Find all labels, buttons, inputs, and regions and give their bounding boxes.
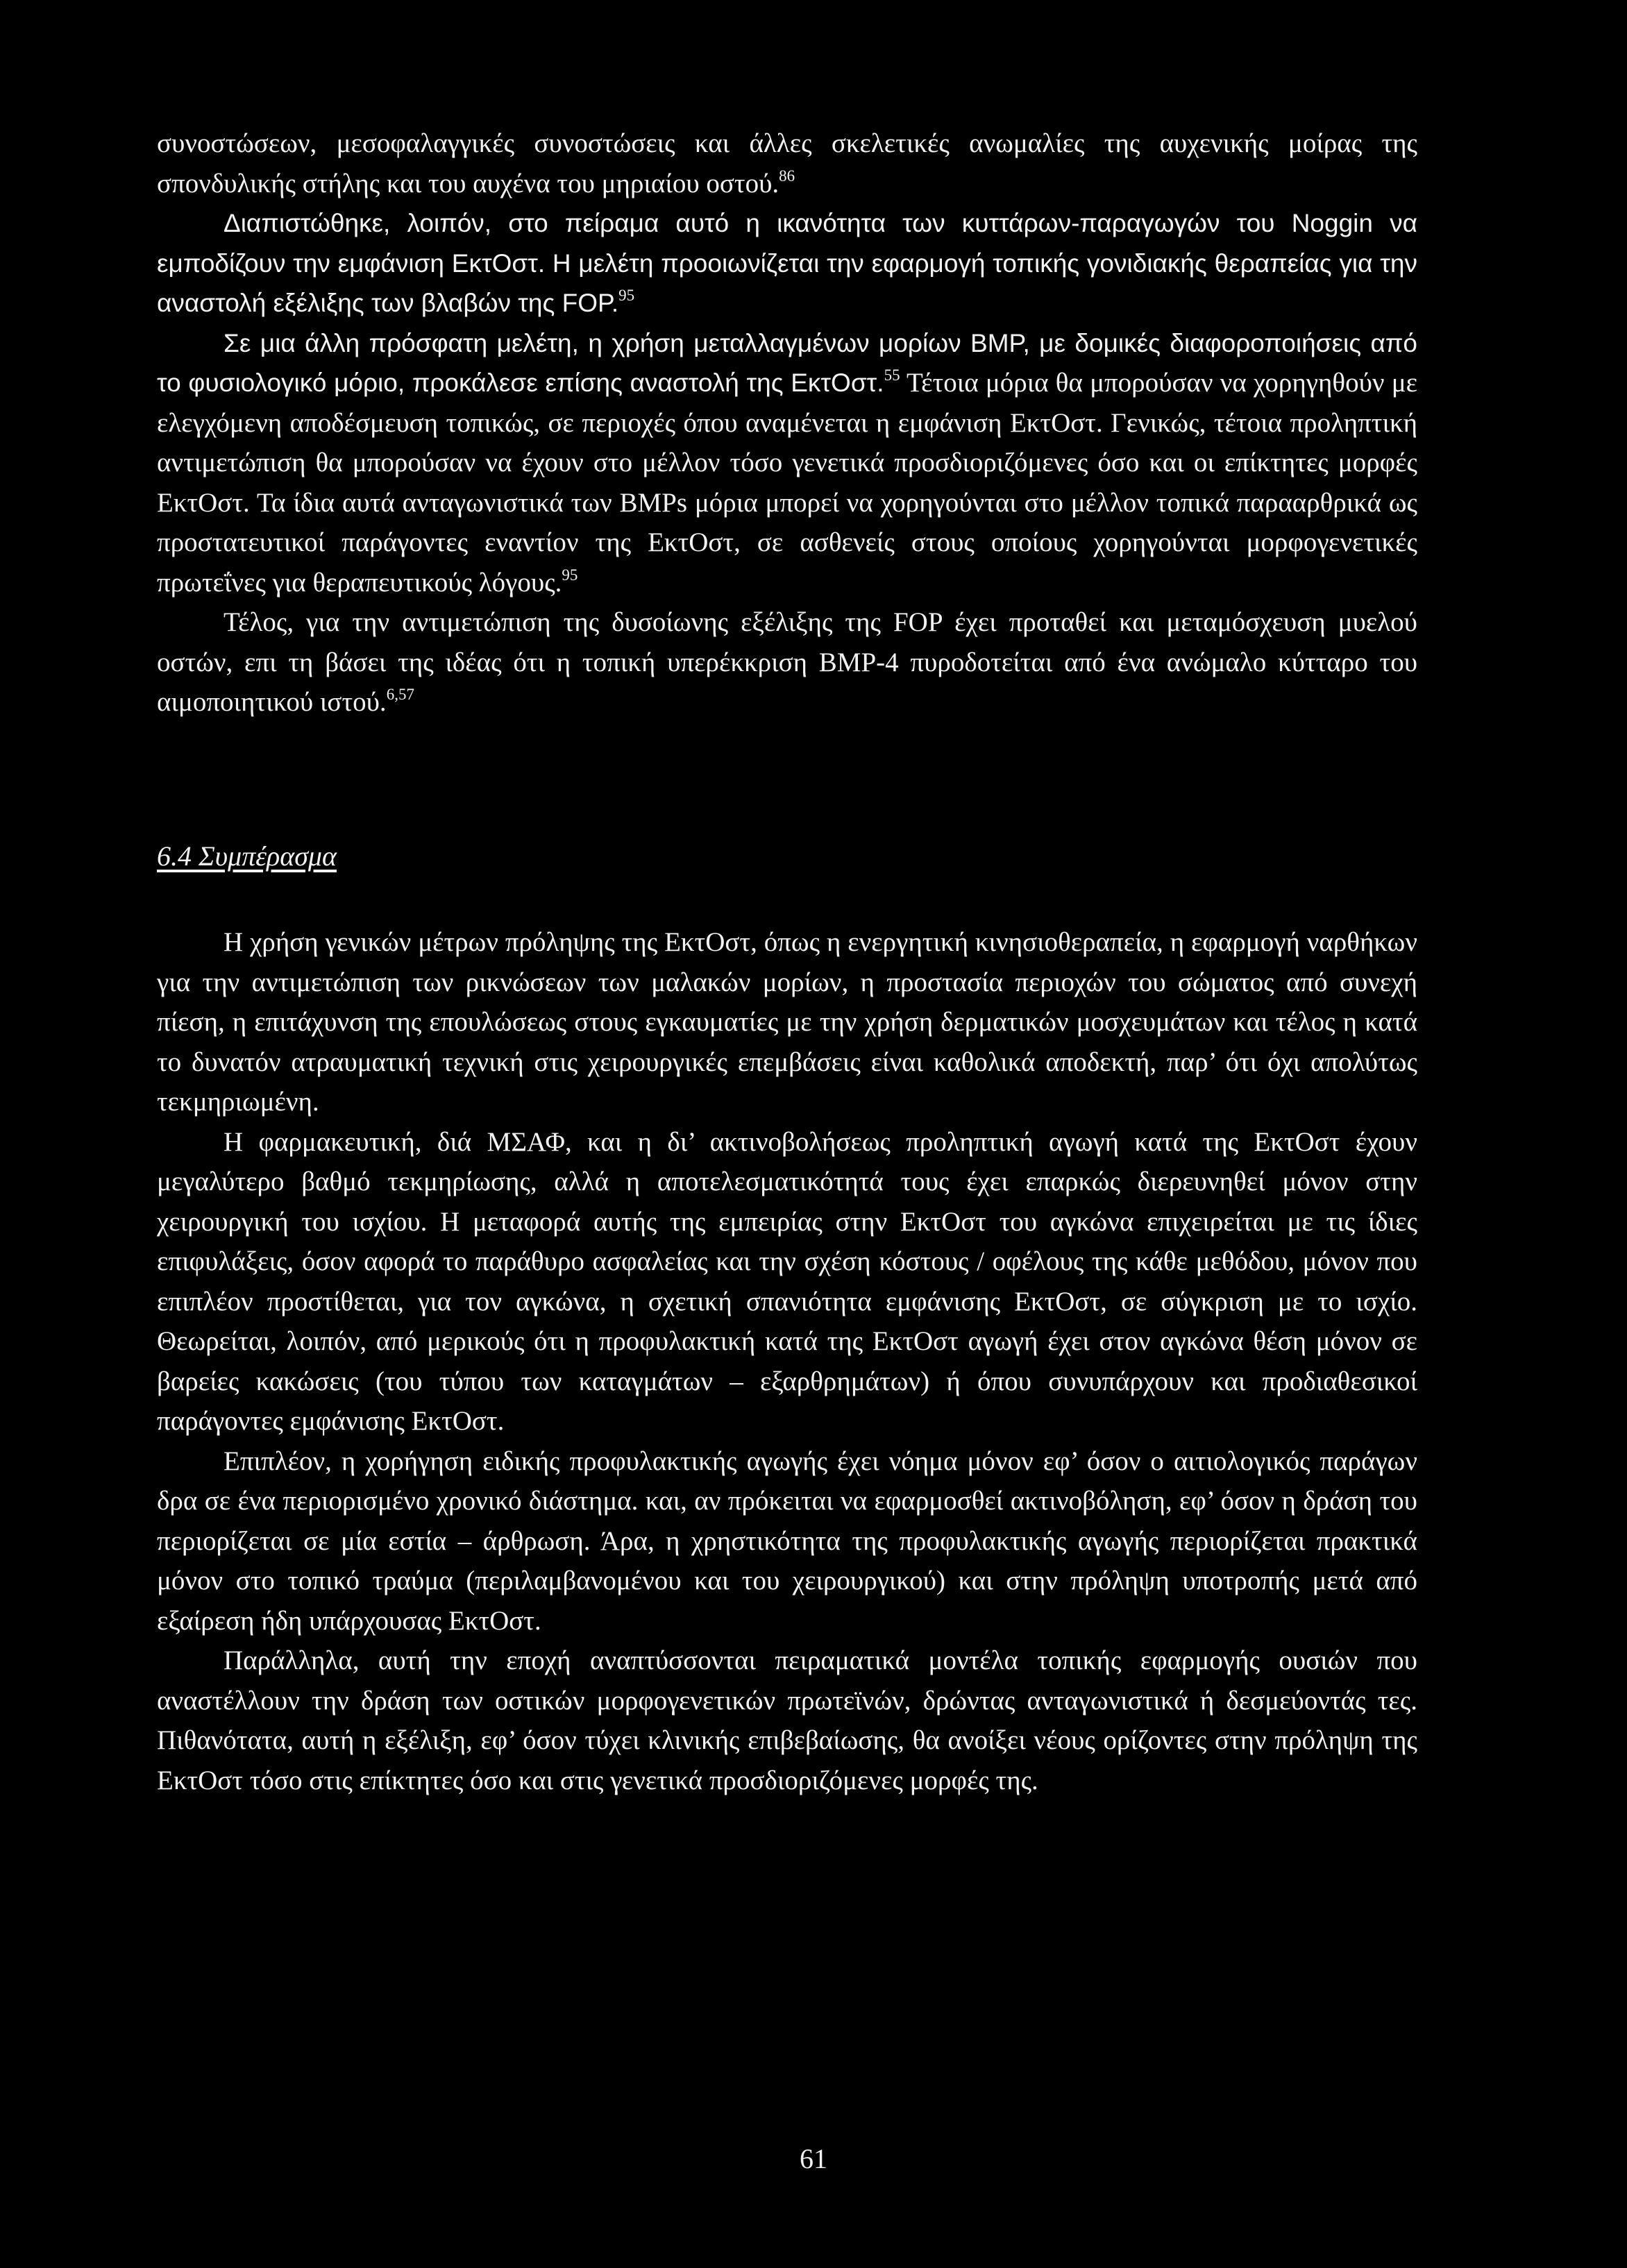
- section-heading: 6.4 Συμπέρασμα: [157, 840, 337, 872]
- paragraph-1-text: συνοστώσεων, μεσοφαλαγγικές συνοστώσεις και άλλες σκελετικές ανωμαλίες της αυχενικής μοίρας της σπονδυλικής στήλης και του αυχένα του μηριαίου οστού.: [157, 128, 1417, 198]
- conclusion-paragraph-4: Παράλληλα, αυτή την εποχή αναπτύσσονται πειραματικά μοντέλα τοπικής εφαρμογής ουσιών που αναστέλλουν την δράση των οστικών μορφογενετικών πρωτεϊνών, δρώντας ανταγωνιστικά ή δεσμεύοντάς τες. Πιθανότατα, αυτή η εξέλιξη, εφ’ όσον τύχει κλινικής επιβεβαίωσης, θα ανοίξει νέους ορίζοντες στην πρόληψη της ΕκτΟστ τόσο στις επίκτητες όσο και στις γενετικά προσδιοριζόμενες μορφές της.: [157, 1645, 1417, 1795]
- reference-55: 55: [884, 366, 900, 384]
- paragraph-2-text-a: Διαπιστώθηκε, λοιπόν, στο πείραμα αυτό η ικανότητα των κυττάρων-παραγωγών του Noggin να εμποδίζουν την εμφάνιση ΕκτΟστ.: [157, 209, 1417, 278]
- conclusion-paragraph-1: Η χρήση γενικών μέτρων πρόληψης της ΕκτΟστ, όπως η ενεργητική κινησιοθεραπεία, η εφαρμογή ναρθήκων για την αντιμετώπιση των ρικνώσεων των μαλακών μορίων, η προστασία περιοχών του σώματος από συνεχή πίεση, η επιτάχυνση της επουλώσεως στους εγκαυματίες με την χρήση δερματικών μοσχευμάτων και τέλος η κατά το δυνατόν ατραυματική τεχνική στις χειρουργικές επεμβάσεις είναι καθολικά αποδεκτή, παρ’ ότι όχι απολύτως τεκμηριωμένη.: [157, 927, 1417, 1117]
- paragraph-3: [157, 323, 1417, 603]
- section-body: [157, 124, 1417, 722]
- page-number: 61: [800, 2143, 827, 2174]
- reference-86: 86: [779, 167, 795, 185]
- paragraph-3-text-b: Τέτοια μόρια θα μπορούσαν να χορηγηθούν με ελεγχόμενη αποδέσμευση τοπικώς, σε περιοχές όπου αναμένεται η εμφάνιση ΕκτΟστ. Γενικώς, τέτοια προληπτική αντιμετώπιση θα μπορούσαν να έχουν στο μέλλον τόσο γενετικά προσδιοριζόμενες όσο και οι επίκτητες μορφές ΕκτΟστ. Τα ίδια αυτά ανταγωνιστικά των BMPs μόρια μπορεί να χορηγούνται στο μέλλον τοπικά παρααρθρικά ως προστατευτικοί παράγοντες εναντίον της ΕκτΟστ, σε ασθενείς στους οποίους χορηγούνται μορφογενετικές πρωτεΐνες για θεραπευτικούς λόγους.: [157, 368, 1417, 598]
- paragraph-3-text-a: Σε μια άλλη πρόσφατη μελέτη, η χρήση μεταλλαγμένων μορίων BMP, με δομικές διαφοροποιήσεις από το φυσιολογικό μόριο, προκάλεσε επίσης αναστολή της ΕκτΟστ.: [157, 328, 1417, 397]
- paragraph-2-text-b: Η μελέτη προοιωνίζεται την εφαρμογή τοπικής γονιδιακής θεραπείας για την αναστολή εξέλιξης των βλαβών της FOP.: [157, 248, 1418, 317]
- paragraph-4: [157, 602, 1417, 722]
- reference-95-b: 95: [562, 566, 578, 584]
- conclusion-body: [157, 922, 1417, 1800]
- reference-95: 95: [618, 287, 635, 304]
- paragraph-4-text: Τέλος, για την αντιμετώπιση της δυσοίωνης εξέλιξης της FOP έχει προταθεί και μεταμόσχευση μυελού οστών, επι τη βάσει της ιδέας ότι η τοπική υπερέκκριση BMP-4 πυροδοτείται από ένα ανώμαλο κύτταρο του αιμοποιητικού ιστού.: [157, 607, 1417, 717]
- reference-6-57: 6,57: [386, 686, 414, 703]
- paragraph-1: [157, 124, 1417, 203]
- conclusion-paragraph-2: Η φαρμακευτική, διά ΜΣΑΦ, και η δι’ ακτινοβολήσεως προληπτική αγωγή κατά της ΕκτΟστ έχουν μεγαλύτερο βαθμό τεκμηρίωσης, αλλά η αποτελεσματικότητά τους έχει επαρκώς διερευνηθεί μόνον στην χειρουργική του ισχίου. Η μεταφορά αυτής της εμπειρίας στην ΕκτΟστ του αγκώνα επιχειρείται με τις ίδιες επιφυλάξεις, όσον αφορά το παράθυρο ασφαλείας και την σχέση κόστους / οφέλους της κάθε μεθόδου, μόνον που επιπλέον προστίθεται, για τον αγκώνα, η σχετική σπανιότητα εμφάνισης ΕκτΟστ, σε σύγκριση με το ισχίο. Θεωρείται, λοιπόν, από μερικούς ότι η προφυλακτική κατά της ΕκτΟστ αγωγή έχει στον αγκώνα θέση μόνον σε βαρείες κακώσεις (του τύπου των καταγμάτων – εξαρθρημάτων) ή όπου συνυπάρχουν και προδιαθεσικοί παράγοντες εμφάνισης ΕκτΟστ.: [157, 1126, 1417, 1436]
- paragraph-2: [157, 203, 1417, 323]
- conclusion-paragraph-3: Επιπλέον, η χορήγηση ειδικής προφυλακτικής αγωγής έχει νόημα μόνον εφ’ όσον ο αιτιολογικός παράγων δρα σε ένα περιορισμένο χρονικό διάστημα. και, αν πρόκειται να εφαρμοσθεί ακτινοβόληση, εφ’ όσον η δράση του περιορίζεται σε μία εστία – άρθρωση. Άρα, η χρηστικότητα της προφυλακτικής αγωγής περιορίζεται πρακτικά μόνον στο τοπικό τραύμα (περιλαμβανομένου και του χειρουργικού) και στην πρόληψη υποτροπής μετά από εξαίρεση ήδη υπάρχουσας ΕκτΟστ.: [157, 1446, 1417, 1636]
